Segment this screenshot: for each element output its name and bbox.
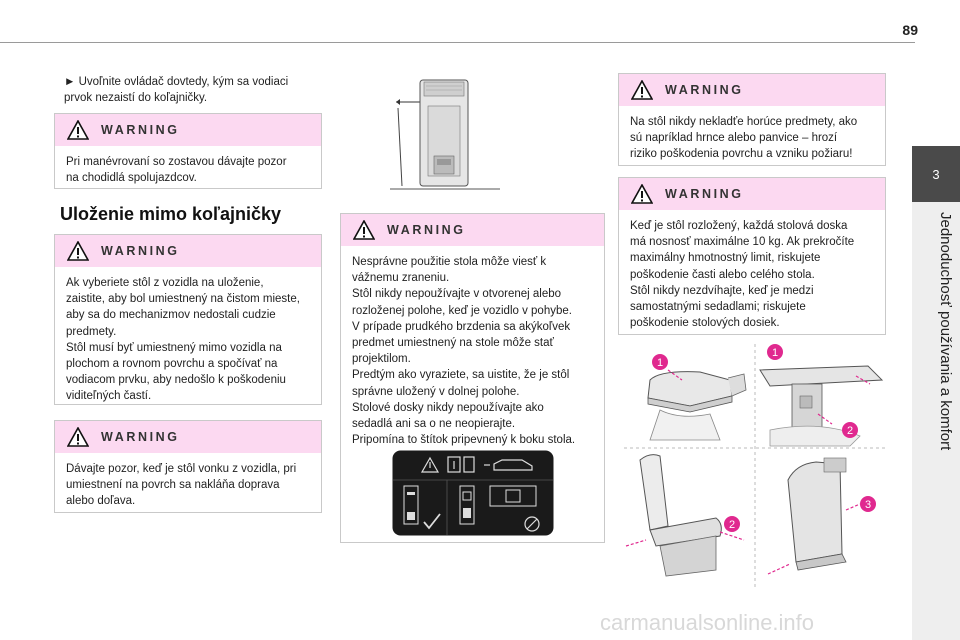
warning-box (54, 113, 322, 189)
section-heading: Uloženie mimo koľajničky (60, 204, 282, 224)
text-line: Keď je stôl rozložený, každá stolová doska (630, 220, 848, 232)
warning-text (619, 106, 885, 171)
text-line: poškodenie časti alebo celého stola. (630, 268, 815, 281)
text-line: riziko poškodenia povrchu a vzniku požiaru! (630, 148, 853, 161)
unfolded-table-panel (760, 366, 882, 446)
warning-text (341, 246, 604, 456)
warning-box (54, 234, 322, 405)
warning-box (340, 213, 605, 543)
warning-header (55, 421, 321, 453)
warning-header (55, 114, 321, 146)
warning-icon (353, 220, 375, 240)
text-line: Na stôl nikdy nekladťe horúce predmety, ako (630, 116, 858, 128)
warning-label: WARNING (101, 123, 180, 137)
text-line: umiestnení na povrch sa nakláňa doprava (66, 479, 280, 492)
callout-label: 2 (846, 425, 854, 437)
text-line: poškodenie stolových dosiek. (630, 317, 780, 330)
text-line: Ak vyberiete stôl z vozidla na uloženie, (66, 277, 264, 289)
text-line: vodiacom prvku, aby nedošlo k poškodeniu (66, 374, 286, 387)
callout-label: 2 (728, 519, 736, 531)
page-number: 89 (902, 22, 918, 38)
warning-icon (67, 120, 89, 140)
warning-text (55, 267, 321, 413)
warning-icon (67, 427, 89, 447)
text-line: aby sa do mechanizmov nedostali cudzie (66, 309, 276, 322)
text-line: Stolové dosky nikdy nepoužívajte ako (352, 401, 544, 414)
text-line: vážnemu zraneniu. (352, 272, 450, 285)
footer-watermark: carmanualsonline.info (600, 610, 815, 635)
text-line: Nesprávne použitie stola môže viesť k (352, 256, 547, 268)
warning-icon (631, 184, 653, 204)
text-line: rozloženej polohe, keď je vozidlo v pohybe. (352, 304, 572, 317)
callout-label: 3 (864, 499, 872, 511)
warning-label: WARNING (101, 244, 180, 258)
table-usage-illustrations (620, 340, 890, 595)
text-line: Stôl nikdy nepoužívajte v otvorenej alebo (352, 288, 562, 301)
seat-panel (626, 455, 744, 576)
chapter-title: Jednoduchosť používania a komfort (937, 212, 954, 451)
text-line: predmet umiestnený na stole môže stať (352, 337, 554, 350)
table-side-illustration (390, 74, 500, 198)
warning-text (55, 453, 321, 518)
console-panel (768, 458, 860, 574)
warning-box (54, 420, 322, 513)
text-line: viditeľných častí. (66, 390, 152, 403)
text-line: ► Uvoľnite ovládač dovtedy, kým sa vodiaci (64, 76, 289, 88)
text-line: má nosnosť maximálne 10 kg. Ak prekročíte (630, 236, 855, 249)
warning-text (619, 210, 885, 339)
text-line: predmety. (66, 325, 117, 338)
warning-text (55, 146, 321, 194)
text-line: Stôl musí byť umiestnený mimo vozidla na (66, 341, 282, 354)
text-line: alebo doľava. (66, 495, 136, 508)
text-line: samostatnými sedadlami; riskujete (630, 301, 806, 314)
folded-table-panel (648, 370, 746, 440)
warning-icon (631, 80, 653, 100)
warning-icon (67, 241, 89, 261)
bullet-instruction (64, 74, 288, 106)
text-line: Pri manévrovaní so zostavou dávajte pozor (66, 156, 287, 168)
chapter-tab[interactable]: 3 (912, 146, 960, 202)
text-line: správne uložený v dolnej polohe. (352, 385, 520, 398)
warning-label: WARNING (101, 430, 180, 444)
text-line: Predtým ako vyraziete, sa uistite, že je stôl (352, 369, 570, 382)
warning-label: WARNING (387, 223, 466, 237)
warning-header (619, 178, 885, 210)
text-line: zaistite, aby bol umiestnený na čistom mieste, (66, 293, 300, 306)
warning-box (618, 177, 886, 335)
text-line: maximálny hmotnostný limit, riskujete (630, 252, 821, 265)
callout-label: 1 (771, 347, 779, 359)
text-line: plochom a rovnom povrchu a spočívať na (66, 358, 278, 371)
text-line: prvok nezaistí do koľajničky. (64, 92, 208, 105)
text-line: sedadlá ani sa o ne neopierajte. (352, 418, 516, 431)
warning-label-sticker-icon (392, 450, 554, 536)
warning-header (619, 74, 885, 106)
top-rule (0, 42, 915, 43)
callout-label: 1 (656, 357, 664, 369)
text-line: na chodidlá spolujazdcov. (66, 172, 197, 185)
text-line: Stôl nikdy nezdvíhajte, keď je medzi (630, 284, 814, 297)
warning-box (618, 73, 886, 166)
warning-label: WARNING (665, 187, 744, 201)
warning-label: WARNING (665, 83, 744, 97)
text-line: projektilom. (352, 353, 411, 366)
text-line: Dávajte pozor, keď je stôl vonku z vozidla, pri (66, 463, 297, 475)
text-line: Pripomína to štítok pripevnený k boku stola. (352, 434, 576, 447)
text-line: sú napríklad hrnce alebo panvice – hrozí (630, 132, 838, 145)
warning-header (341, 214, 604, 246)
warning-header (55, 235, 321, 267)
text-line: V prípade prudkého brzdenia sa akýkoľvek (352, 320, 571, 333)
